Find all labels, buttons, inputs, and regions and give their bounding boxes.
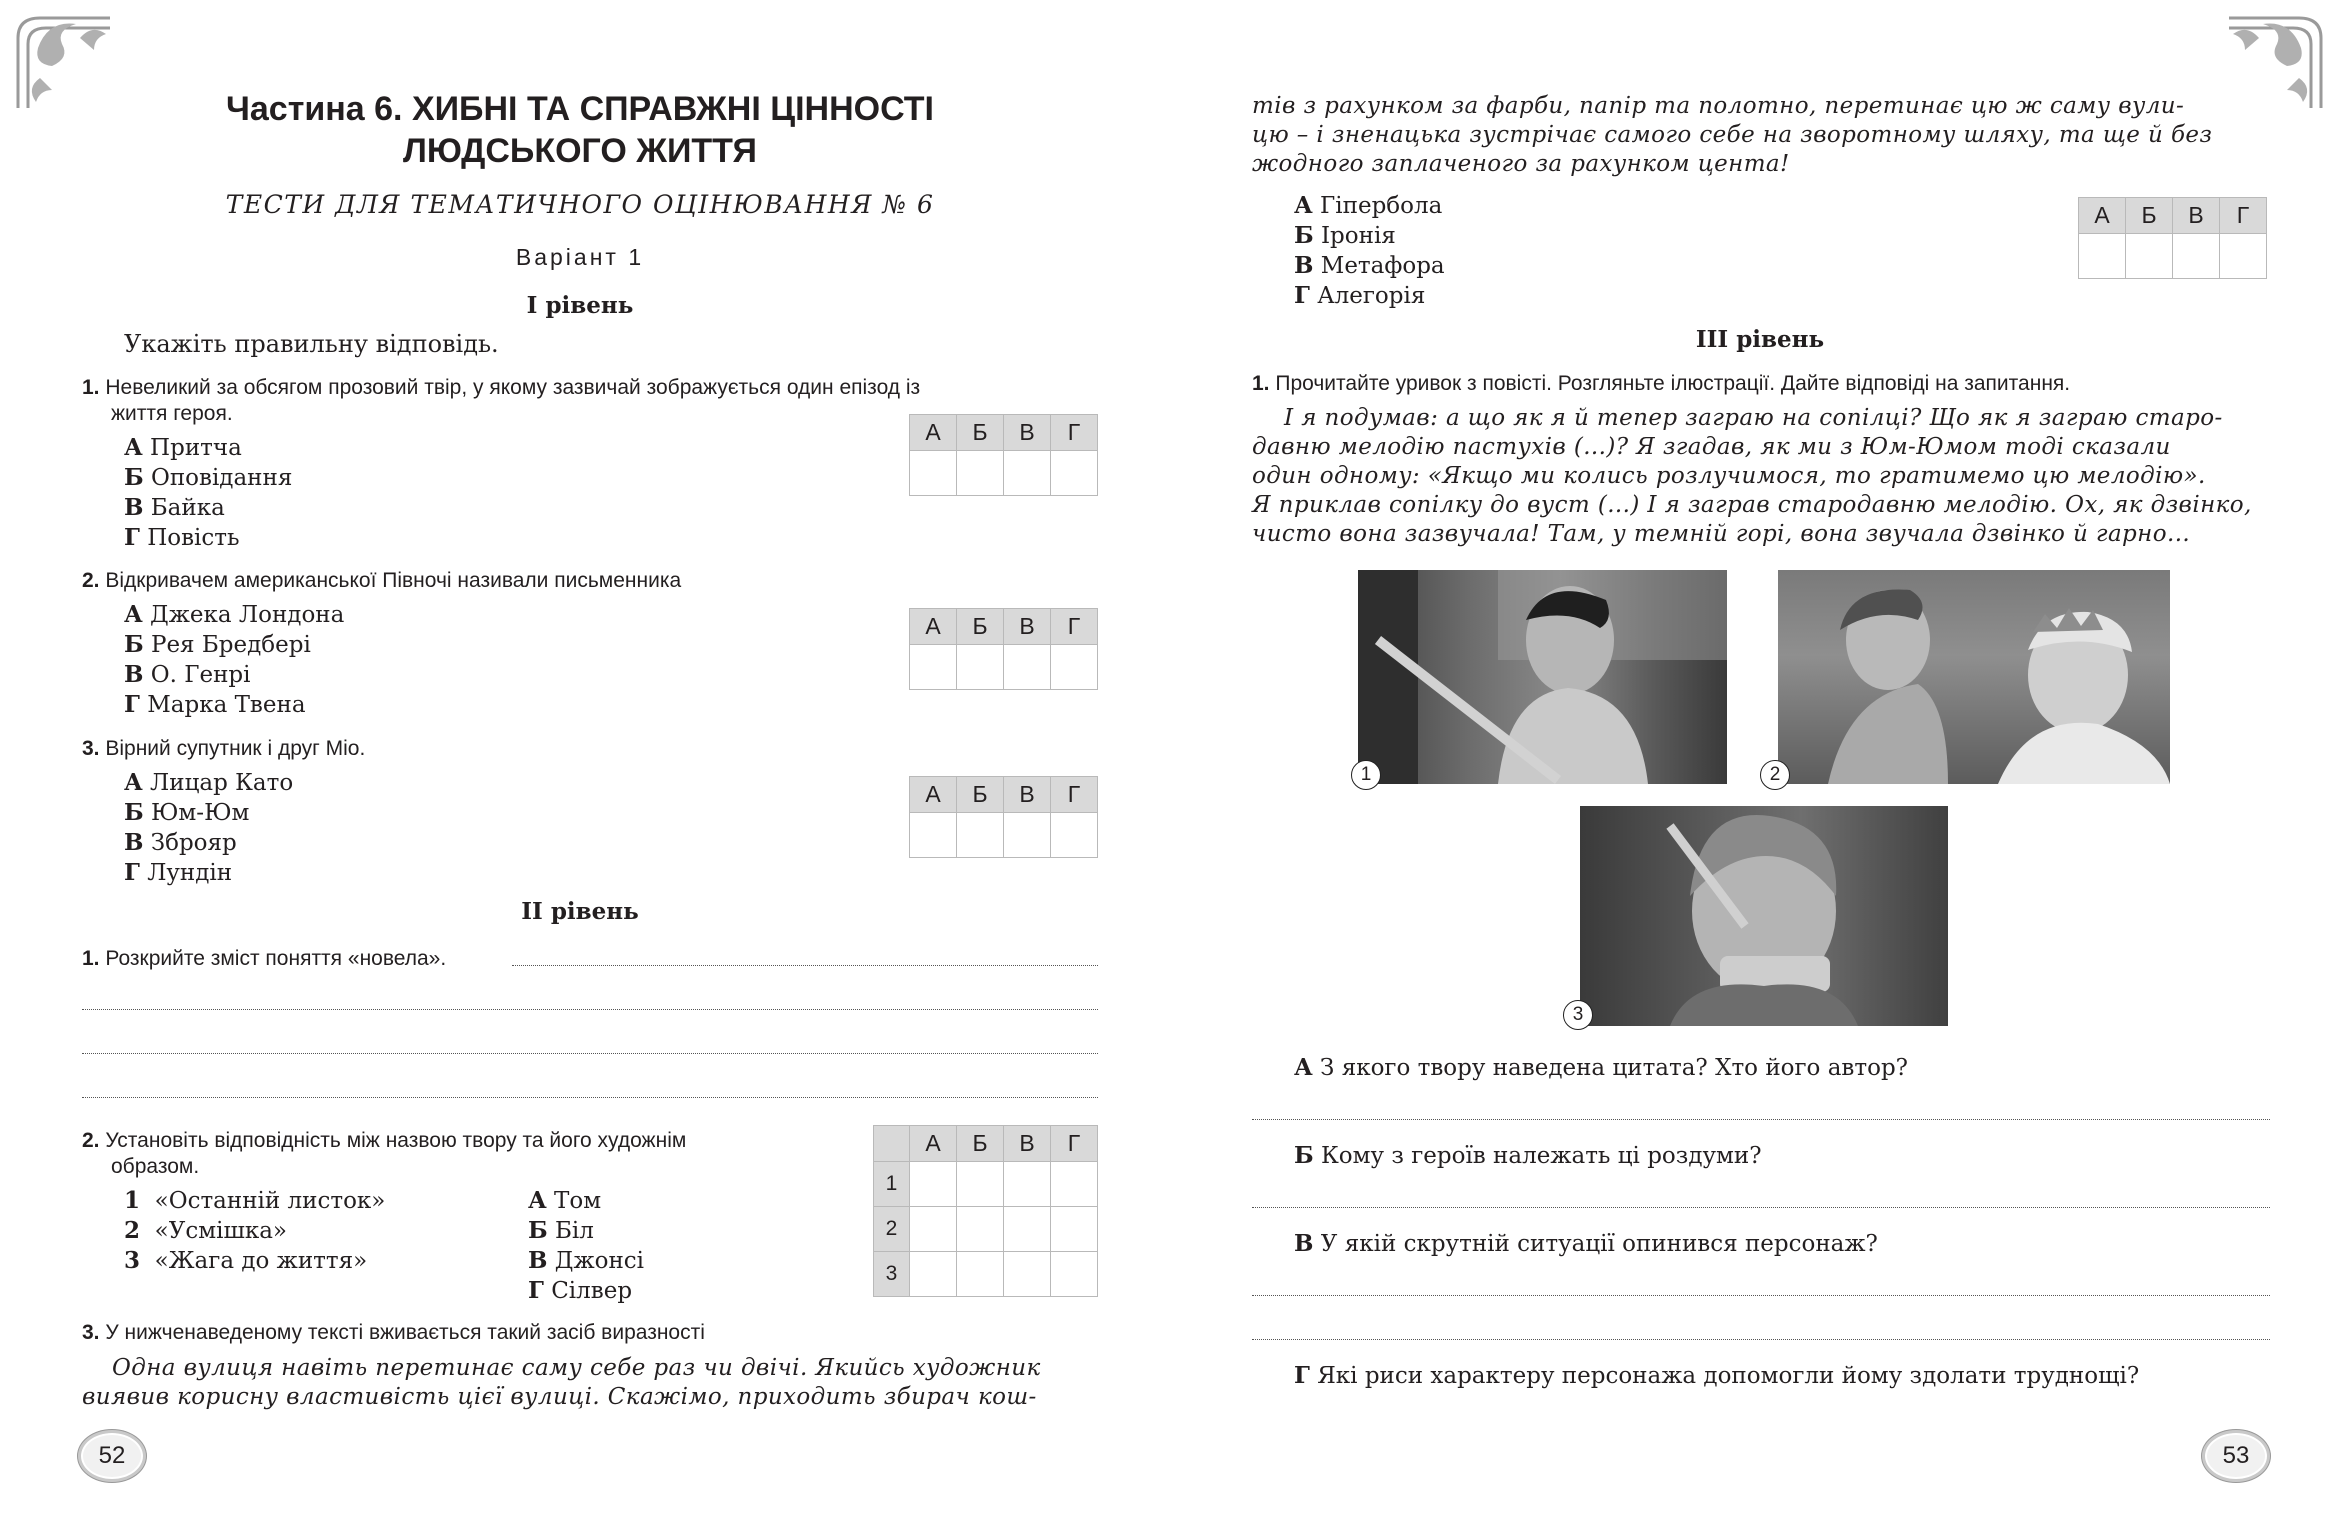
option: Б Іронія — [1294, 222, 1396, 249]
answer-cell[interactable] — [1004, 1207, 1051, 1252]
answer-cell[interactable] — [910, 1252, 957, 1297]
option: Г Марка Твена — [124, 691, 306, 718]
excerpt-line: один одному: «Якщо ми колись розлучимося, то гратимемо цю мелодію». — [1252, 463, 2206, 489]
question-text: Відкривачем американської Півночі називали письменника — [105, 569, 682, 592]
level2-question-3: 3. У нижченаведеному тексті вживається такий засіб виразності — [82, 1321, 705, 1344]
level3-question-1: 1. Прочитайте уривок з повісті. Розгляньте ілюстрації. Дайте відповіді на запитання. — [1252, 372, 2071, 395]
answer-cell[interactable] — [1051, 813, 1098, 858]
answer-cell[interactable] — [910, 1162, 957, 1207]
option: Г Повість — [124, 524, 240, 551]
answer-line[interactable] — [1252, 1206, 2270, 1208]
answer-cell[interactable] — [1004, 813, 1051, 858]
question-2: 2. Відкривачем американської Півночі називали письменника — [82, 569, 682, 592]
q2-options — [124, 600, 344, 720]
option: В Байка — [124, 494, 225, 521]
question-1 — [82, 375, 1102, 401]
answer-cell[interactable] — [1051, 1252, 1098, 1297]
answer-line[interactable] — [82, 1008, 1098, 1010]
option: А Лицар Като — [124, 769, 294, 796]
page-number-right: 53 — [2202, 1430, 2270, 1482]
answer-cell[interactable] — [1004, 1162, 1051, 1207]
match-item: В Джонсі — [528, 1247, 645, 1274]
answer-cell[interactable] — [957, 1162, 1004, 1207]
page-number-left: 52 — [78, 1430, 146, 1482]
page-title-line2: ЛЮДСЬКОГО ЖИТТЯ — [403, 132, 757, 170]
answer-line[interactable] — [1252, 1294, 2270, 1296]
option: Б Рея Бредбері — [124, 631, 311, 658]
answer-cell[interactable] — [910, 1207, 957, 1252]
illustration-label: 1 — [1351, 760, 1381, 790]
q3-options — [124, 768, 293, 888]
answer-cell[interactable] — [1051, 1207, 1098, 1252]
quote-line: цю – і зненацька зустрічає самого себе на зворотному шляху, та ще й без — [1252, 122, 2213, 148]
answer-cell[interactable] — [2126, 234, 2173, 279]
level2-question-1: 1. Розкрийте зміст поняття «новела». — [82, 947, 447, 970]
answer-cell[interactable] — [957, 451, 1004, 496]
answer-line[interactable] — [1252, 1338, 2270, 1340]
answer-line[interactable] — [1252, 1118, 2270, 1120]
excerpt-line: чисто вона зазвучала! Там, у темній горі, вона звучала дзвінко й гарно... — [1252, 521, 2191, 547]
question-text: Вірний супутник і друг Міо. — [105, 737, 366, 760]
option: Б Юм-Юм — [124, 799, 250, 826]
question-text-cont: образом. — [111, 1155, 200, 1178]
answer-cell[interactable] — [910, 813, 957, 858]
level1-heading: І рівень — [526, 292, 634, 319]
answer-cell[interactable] — [2079, 234, 2126, 279]
subquestion-b: Б Кому з героїв належать ці роздуми? — [1294, 1142, 1762, 1169]
option: В Зброяр — [124, 829, 237, 856]
illustration-3 — [1580, 806, 1948, 1026]
question-text-cont: життя героя. — [111, 402, 233, 425]
q3-options-right — [1294, 191, 1445, 311]
matching-grid: А Б В Г 1 2 3 — [873, 1125, 1098, 1297]
answer-cell[interactable] — [2173, 234, 2220, 279]
answer-cell[interactable] — [957, 1252, 1004, 1297]
match-item: 1 «Останній листок» — [124, 1187, 386, 1214]
answer-cell[interactable] — [957, 645, 1004, 690]
option: В О. Генрі — [124, 661, 251, 688]
q1-options — [124, 433, 292, 553]
option: В Метафора — [1294, 252, 1445, 279]
question-text: Розкрийте зміст поняття «новела». — [105, 947, 447, 970]
quote-line: тів з рахунком за фарби, папір та полотно, перетинає цю ж саму вули- — [1252, 93, 2185, 119]
option: А Гіпербола — [1294, 192, 1443, 219]
match-item: Г Сілвер — [528, 1277, 633, 1304]
answer-cell[interactable] — [1004, 1252, 1051, 1297]
corner-ornament-right — [2219, 8, 2329, 118]
question-number: 1. — [82, 376, 100, 399]
matching-left-items — [124, 1186, 385, 1276]
subquestion-v: В У якій скрутній ситуації опинився персонаж? — [1294, 1230, 1878, 1257]
quote-line: жодного заплаченого за рахунком цента! — [1252, 151, 1790, 177]
answer-cell[interactable] — [1051, 451, 1098, 496]
test-subtitle: ТЕСТИ ДЛЯ ТЕМАТИЧНОГО ОЦІНЮВАННЯ № 6 — [225, 190, 935, 219]
match-item: 2 «Усмішка» — [124, 1217, 288, 1244]
answer-cell[interactable] — [1051, 645, 1098, 690]
answer-cell[interactable] — [1051, 1162, 1098, 1207]
quote-line: Одна вулиця навіть перетинає саму себе раз чи двічі. Якийсь художник — [112, 1355, 1041, 1381]
illustration-label: 2 — [1760, 760, 1790, 790]
answer-line[interactable] — [82, 1052, 1098, 1054]
answer-grid-q3: А Б В Г — [909, 776, 1098, 858]
option: А Джека Лондона — [124, 601, 345, 628]
option: Б Оповідання — [124, 464, 293, 491]
level2-question-2: 2. Установіть відповідність між назвою твору та його художнім — [82, 1129, 687, 1152]
answer-grid-q2: А Б В Г — [909, 608, 1098, 690]
option: Г Алегорія — [1294, 282, 1426, 309]
subquestion-a: А З якого твору наведена цитата? Хто його автор? — [1294, 1054, 1909, 1081]
level3-heading: ІІІ рівень — [1695, 326, 1825, 353]
answer-grid-l2q3: А Б В Г — [2078, 197, 2267, 279]
illustration-1 — [1358, 570, 1727, 784]
match-item: 3 «Жага до життя» — [124, 1247, 368, 1274]
match-item: А Том — [528, 1187, 602, 1214]
variant-label: Варіант 1 — [515, 244, 645, 270]
question-text: Установіть відповідність між назвою твору та його художнім — [105, 1129, 687, 1152]
answer-cell[interactable] — [1004, 645, 1051, 690]
answer-grid-q1: А Б В Г — [909, 414, 1098, 496]
level2-heading: ІІ рівень — [521, 898, 639, 925]
option: Г Лундін — [124, 859, 233, 886]
answer-line[interactable] — [512, 964, 1098, 966]
excerpt-line: І я подумав: а що як я й тепер заграю на сопілці? Що як я заграю старо- — [1284, 405, 2223, 431]
answer-cell[interactable] — [1004, 451, 1051, 496]
answer-cell[interactable] — [910, 451, 957, 496]
question-text: Невеликий за обсягом прозовий твір, у якому зазвичай зображується один епізод із — [105, 376, 921, 399]
matching-right-items — [528, 1186, 644, 1306]
subquestion-g: Г Які риси характеру персонажа допомогли йому здолати труднощі? — [1294, 1362, 2140, 1389]
answer-cell[interactable] — [910, 645, 957, 690]
option: А Притча — [124, 434, 242, 461]
answer-cell[interactable] — [2220, 234, 2267, 279]
question-text: Прочитайте уривок з повісті. Розгляньте ілюстрації. Дайте відповіді на запитання. — [1275, 372, 2071, 395]
answer-line[interactable] — [82, 1096, 1098, 1098]
illustration-2 — [1778, 570, 2170, 784]
page-title-line1: Частина 6. ХИБНІ ТА СПРАВЖНІ ЦІННОСТІ — [225, 90, 934, 128]
quote-line: виявив корисну властивість цієї вулиці. Скажімо, приходить збирач кош- — [82, 1384, 1037, 1410]
excerpt-line: давню мелодію пастухів (...)? Я згадав, як ми з Юм-Юмом тоді сказали — [1252, 434, 2171, 460]
answer-cell[interactable] — [957, 813, 1004, 858]
match-item: Б Біл — [528, 1217, 594, 1244]
answer-cell[interactable] — [957, 1207, 1004, 1252]
illustration-label: 3 — [1563, 1000, 1593, 1030]
excerpt-line: Я приклав сопілку до вуст (...) І я заграв стародавню мелодію. Ох, як дзвінко, — [1252, 492, 2252, 518]
question-text: У нижченаведеному тексті вживається такий засіб виразності — [105, 1321, 705, 1344]
instruction: Укажіть правильну відповідь. — [124, 330, 499, 358]
question-3: 3. Вірний супутник і друг Міо. — [82, 737, 366, 760]
